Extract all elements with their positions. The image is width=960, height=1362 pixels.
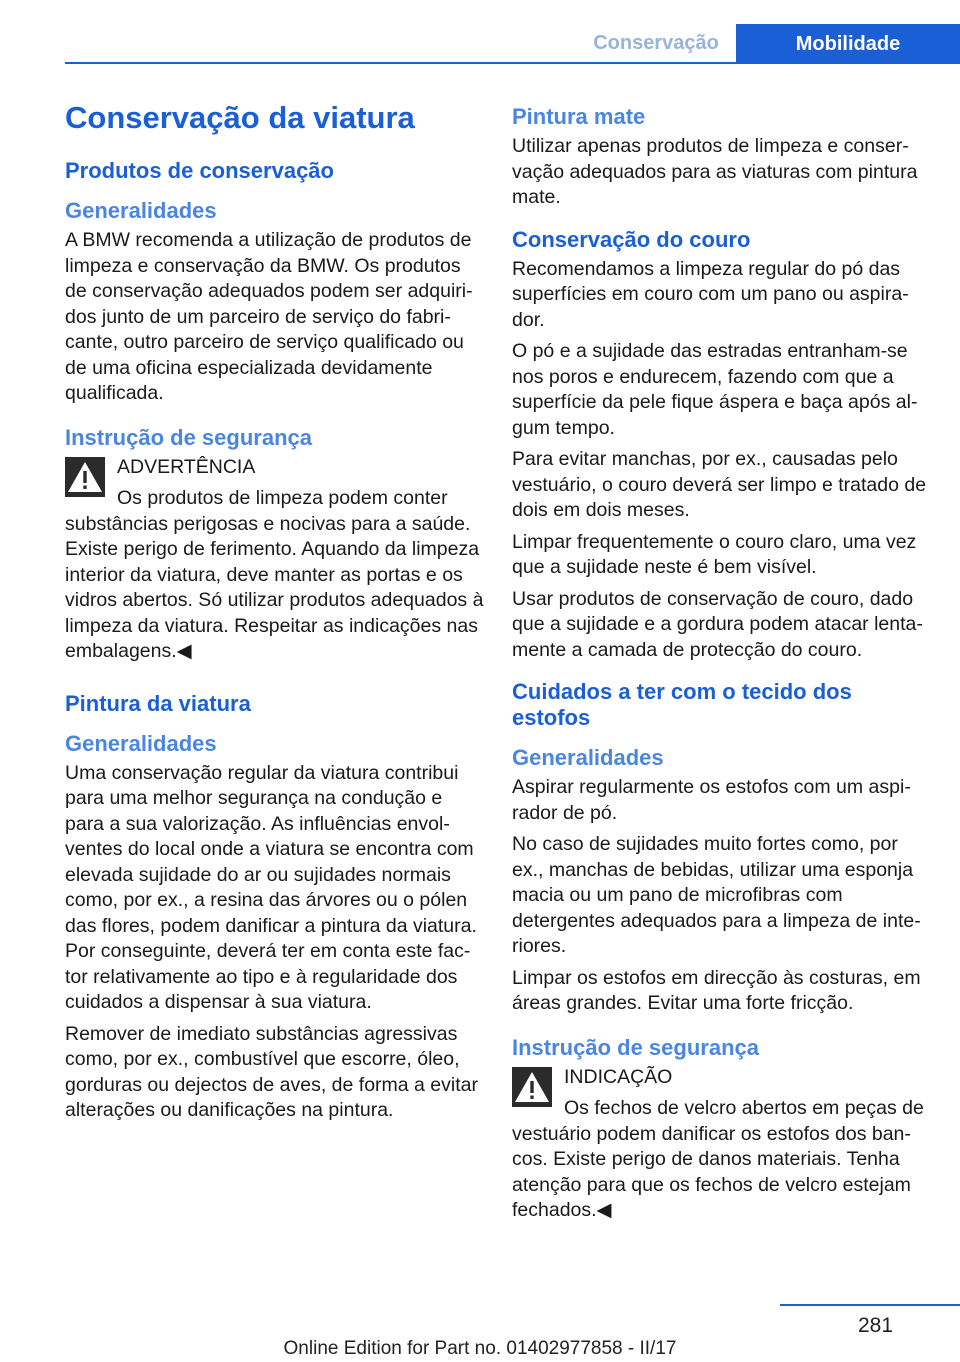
header-rule [65,62,960,64]
warning-first-line: Os produtos de limpeza podem conter [117,487,448,509]
header-tab-conservacao[interactable]: Conservação [593,32,719,54]
paragraph-leather-1: Recomendamos a limpeza regular do pó das superfícies em couro com um pano ou aspirador. [512,257,909,331]
warning-triangle-icon [65,457,105,497]
paragraph-leather-4: Limpar frequentemente o couro claro, uma vez que a sujidade neste é bem visível. [512,530,917,578]
subheading-safety-right: Instrução de segurança [512,1034,759,1060]
notice-first-line: Os fechos de velcro abertos em peças de [564,1097,924,1119]
warning-triangle-icon [512,1067,552,1107]
warning-label: ADVERTÊNCIA [117,455,256,478]
section-heading-products: Produtos de conservação [65,158,334,183]
left-column [65,96,485,1130]
paragraph-fabric-1: Aspirar regularmente os estofos com um aspirador de pó. [512,776,911,824]
paragraph-leather-5: Usar produtos de conservação de couro, dado que a sujidade e a gordura podem atacar lentamente a camada de protecção do couro. [512,587,923,661]
paragraph-fabric-3: Limpar os estofos em direcção às costuras, em áreas grandes. Evitar uma forte fricção. [512,966,921,1014]
warning-block [65,455,485,512]
paragraph-leather-3: Para evitar manchas, por ex., causadas pelo vestuário, o couro deverá ser limpo e tratado de dois em dois meses. [512,448,927,521]
page-title: Conservação da viatura [65,100,415,135]
notice-block [512,1065,932,1122]
footer-edition: Online Edition for Part no. 01402977858 - II/17 [283,1338,677,1359]
section-heading-fabric: Cuidados a ter com o tecido dos estofos [512,679,852,730]
footer-rule [780,1304,960,1306]
page-number: 281 [858,1314,894,1337]
notice-label: INDICAÇÃO [564,1065,673,1088]
paragraph-matte: Utilizar apenas produtos de limpeza e conservação adequados para as viaturas com pintura mate. [512,135,918,208]
section-heading-paint: Pintura da viatura [65,690,251,716]
subheading-paint-general: Generalidades [65,730,217,756]
header-tab-mobilidade[interactable]: Mobilidade [736,24,960,64]
subheading-matte: Pintura mate [512,104,646,129]
section-heading-leather: Conservação do couro [512,226,751,252]
paragraph-general: A BMW recomenda a utilização de produtos de limpeza e conservação da BMW. Os produtos de conservação adequados podem ser adquiridos junto de um parceiro de serviço do fabricante, outro parceiro de serviço qualificado ou de uma oficina especializada devidamente qualificada. [65,229,473,404]
paragraph-paint-1: Uma conservação regular da viatura contribui para uma melhor segurança na condução e para a sua valorização. As influências envolventes do local onde a viatura se encontra com elevada sujidade do ar ou sujidades normais como, por ex., a resina das árvores ou o pólen das flores, podem danificar a pintura da viatura. Por conseguinte, deverá ter em conta este factor relativamente ao tipo e à regularidade dos cuidados a dispensar à sua viatura. [65,761,477,1013]
right-column [512,102,932,1224]
notice-text: vestuário podem danificar os estofos dos bancos. Existe perigo de danos materiais. Tenha atenção para que os fechos de velcro estejam fechados.◀ [512,1122,911,1221]
paragraph-fabric-2: No caso de sujidades muito fortes como, por ex., manchas de bebidas, utilizar uma esponja macia ou um pano de microfibras com detergentes adequados para a limpeza de interiores. [512,833,921,957]
subheading-general: Generalidades [65,198,217,223]
paragraph-leather-2: O pó e a sujidade das estradas entranham-se nos poros e endurecem, fazendo com que a superfície da pele fique áspera e baça após algum tempo. [512,340,918,439]
subheading-fabric-general: Generalidades [512,745,664,770]
paragraph-paint-2: Remover de imediato substâncias agressivas como, por ex., combustível que escorre, óleo, gorduras ou dejectos de aves, de forma a evitar alterações ou danificações na pintura. [65,1022,478,1121]
warning-text: substâncias perigosas e nocivas para a saúde. Existe perigo de ferimento. Aquando da limpeza interior da viatura, deve manter as portas e os vidros abertos. Só utilizar produtos adequados à limpeza da viatura. Respeitar as indicações nas embalagens.◀ [65,512,484,662]
subheading-safety: Instrução de segurança [65,424,312,450]
